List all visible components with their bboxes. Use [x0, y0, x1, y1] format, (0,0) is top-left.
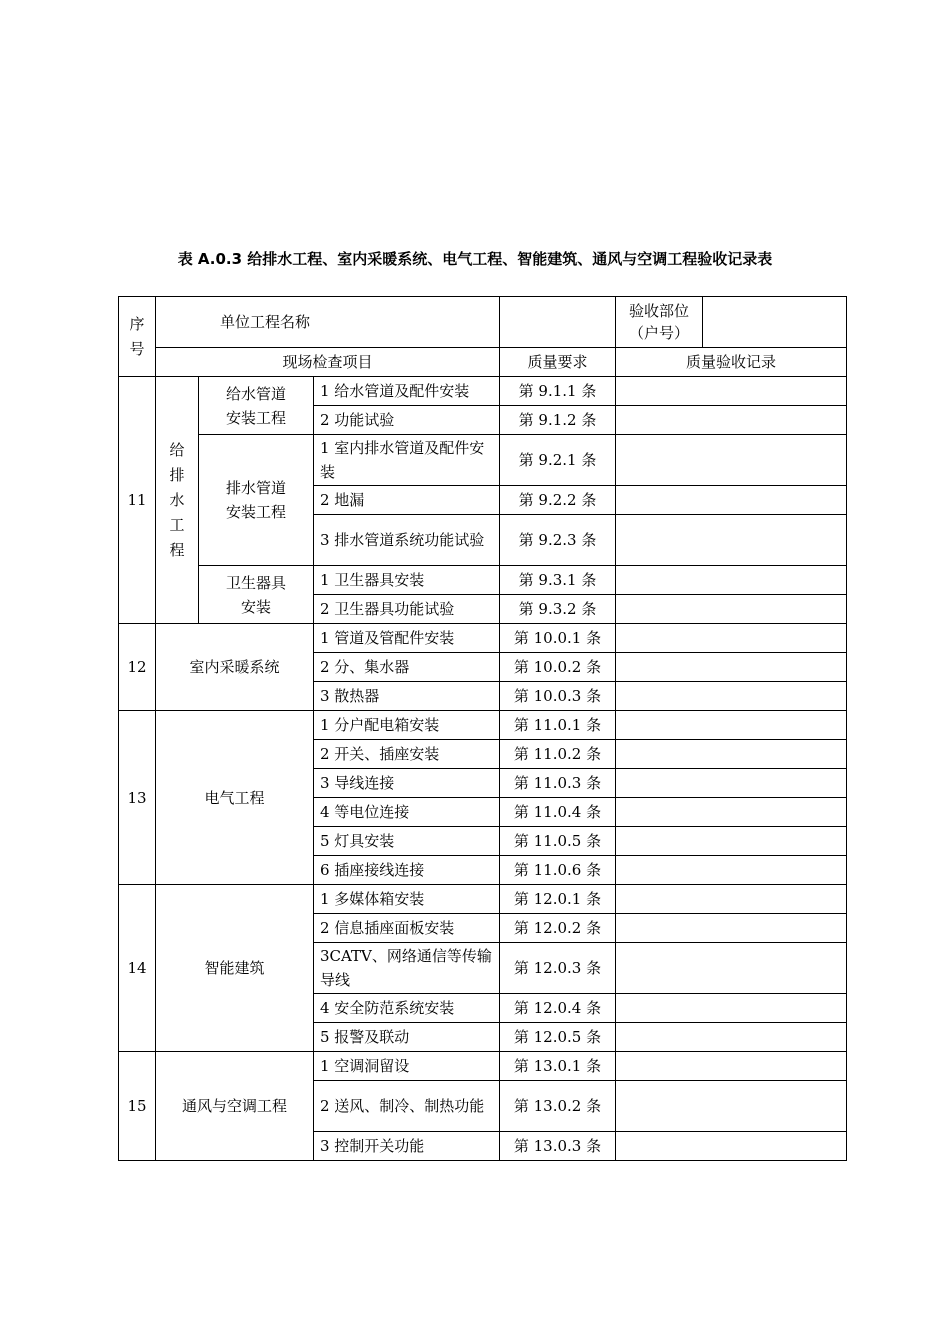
quality-req: 第 11.0.5 条 [500, 827, 616, 856]
quality-req-header: 质量要求 [500, 348, 616, 377]
record-cell[interactable] [616, 435, 847, 486]
quality-req: 第 13.0.1 条 [500, 1052, 616, 1081]
item-name: 1 卫生器具安装 [314, 566, 500, 595]
item-name: 5 报警及联动 [314, 1023, 500, 1052]
item-name: 6 插座接线连接 [314, 856, 500, 885]
record-cell[interactable] [616, 740, 847, 769]
quality-req: 第 9.3.1 条 [500, 566, 616, 595]
quality-req: 第 12.0.1 条 [500, 885, 616, 914]
record-cell[interactable] [616, 798, 847, 827]
record-cell[interactable] [616, 1081, 847, 1132]
item-name: 3 散热器 [314, 682, 500, 711]
item-name: 4 等电位连接 [314, 798, 500, 827]
item-name: 2 送风、制冷、制热功能 [314, 1081, 500, 1132]
section-seq: 14 [119, 885, 156, 1052]
quality-req: 第 11.0.4 条 [500, 798, 616, 827]
quality-req: 第 10.0.3 条 [500, 682, 616, 711]
record-cell[interactable] [616, 406, 847, 435]
section-category: 电气工程 [156, 711, 314, 885]
acceptance-part-label: 验收部位 （户号） [616, 297, 703, 348]
record-cell[interactable] [616, 515, 847, 566]
record-cell[interactable] [616, 653, 847, 682]
quality-req: 第 9.1.2 条 [500, 406, 616, 435]
item-name: 5 灯具安装 [314, 827, 500, 856]
section-seq: 12 [119, 624, 156, 711]
record-cell[interactable] [616, 711, 847, 740]
item-name: 4 安全防范系统安装 [314, 994, 500, 1023]
record-cell[interactable] [616, 914, 847, 943]
group-name: 排水管道 安装工程 [199, 435, 314, 566]
item-name: 2 功能试验 [314, 406, 500, 435]
quality-req: 第 11.0.3 条 [500, 769, 616, 798]
inspection-items-header: 现场检查项目 [156, 348, 500, 377]
section-seq: 11 [119, 377, 156, 624]
item-name: 3 导线连接 [314, 769, 500, 798]
section-category: 智能建筑 [156, 885, 314, 1052]
quality-record-header: 质量验收记录 [616, 348, 847, 377]
record-cell[interactable] [616, 769, 847, 798]
quality-req: 第 11.0.1 条 [500, 711, 616, 740]
section-category: 通风与空调工程 [156, 1052, 314, 1161]
item-name: 3 控制开关功能 [314, 1132, 500, 1161]
record-cell[interactable] [616, 885, 847, 914]
record-cell[interactable] [616, 595, 847, 624]
section-category: 室内采暖系统 [156, 624, 314, 711]
quality-req: 第 12.0.3 条 [500, 943, 616, 994]
quality-req: 第 12.0.5 条 [500, 1023, 616, 1052]
section-category-vertical: 给 排 水 工 程 [156, 377, 199, 624]
record-cell[interactable] [616, 486, 847, 515]
quality-req: 第 13.0.3 条 [500, 1132, 616, 1161]
quality-req: 第 9.3.2 条 [500, 595, 616, 624]
item-name: 2 分、集水器 [314, 653, 500, 682]
item-name: 2 卫生器具功能试验 [314, 595, 500, 624]
quality-req: 第 10.0.2 条 [500, 653, 616, 682]
unit-name-label: 单位工程名称 [156, 297, 500, 348]
item-name: 1 空调洞留设 [314, 1052, 500, 1081]
quality-req: 第 9.2.3 条 [500, 515, 616, 566]
record-cell[interactable] [616, 994, 847, 1023]
item-name: 2 开关、插座安装 [314, 740, 500, 769]
quality-req: 第 10.0.1 条 [500, 624, 616, 653]
acceptance-record-table [118, 296, 847, 1161]
group-name: 卫生器具 安装 [199, 566, 314, 624]
record-cell[interactable] [616, 856, 847, 885]
quality-req: 第 9.2.2 条 [500, 486, 616, 515]
record-cell[interactable] [616, 682, 847, 711]
section-seq: 15 [119, 1052, 156, 1161]
record-cell[interactable] [616, 1052, 847, 1081]
quality-req: 第 9.1.1 条 [500, 377, 616, 406]
quality-req: 第 12.0.4 条 [500, 994, 616, 1023]
quality-req: 第 11.0.6 条 [500, 856, 616, 885]
item-name: 1 管道及管配件安装 [314, 624, 500, 653]
seq-header: 序 号 [119, 297, 156, 377]
record-cell[interactable] [616, 1023, 847, 1052]
item-name: 1 多媒体箱安装 [314, 885, 500, 914]
quality-req: 第 13.0.2 条 [500, 1081, 616, 1132]
quality-req: 第 11.0.2 条 [500, 740, 616, 769]
item-name: 1 给水管道及配件安装 [314, 377, 500, 406]
record-cell[interactable] [616, 1132, 847, 1161]
table-title: 表 A.0.3 给排水工程、室内采暖系统、电气工程、智能建筑、通风与空调工程验收记录表 [177, 250, 773, 268]
record-cell[interactable] [616, 624, 847, 653]
item-name: 1 分户配电箱安装 [314, 711, 500, 740]
acceptance-part-value[interactable] [703, 297, 847, 348]
record-cell[interactable] [616, 943, 847, 994]
group-name: 给水管道 安装工程 [199, 377, 314, 435]
record-cell[interactable] [616, 566, 847, 595]
item-name: 3CATV、网络通信等传输导线 [314, 943, 500, 994]
record-cell[interactable] [616, 827, 847, 856]
quality-req: 第 12.0.2 条 [500, 914, 616, 943]
item-name: 2 信息插座面板安装 [314, 914, 500, 943]
item-name: 1 室内排水管道及配件安装 [314, 435, 500, 486]
unit-name-value[interactable] [500, 297, 616, 348]
item-name: 2 地漏 [314, 486, 500, 515]
quality-req: 第 9.2.1 条 [500, 435, 616, 486]
section-seq: 13 [119, 711, 156, 885]
item-name: 3 排水管道系统功能试验 [314, 515, 500, 566]
record-cell[interactable] [616, 377, 847, 406]
